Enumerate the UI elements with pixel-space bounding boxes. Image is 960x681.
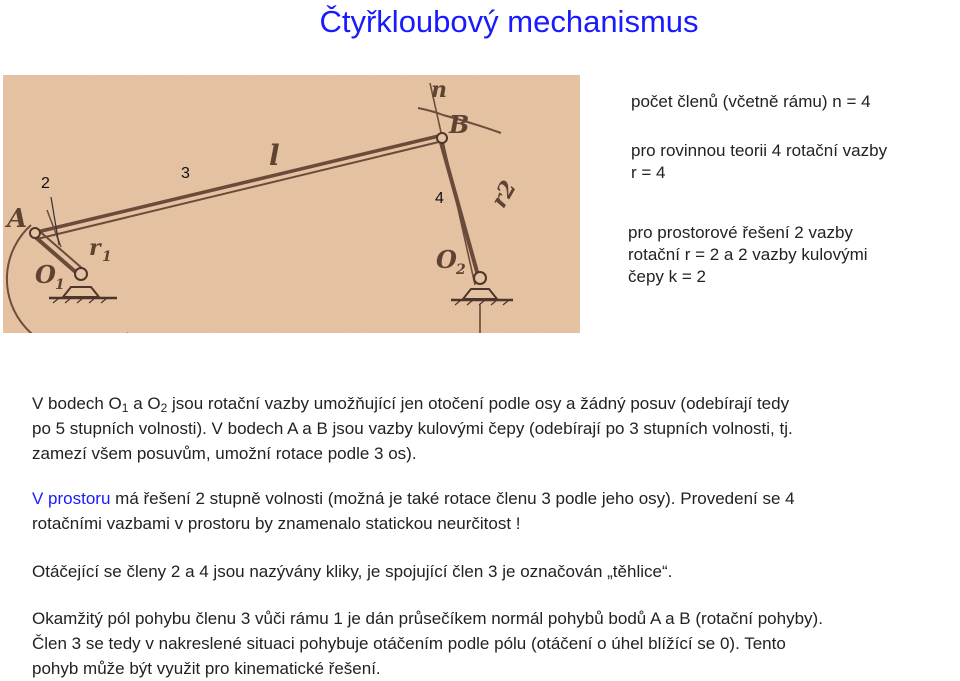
- label-A: A: [7, 204, 28, 234]
- paragraph-4-line-1: Okamžitý pól pohybu členu 3 vůči rámu 1 je dán průsečíkem normál pohybů bodů A a B (rotační pohyby).: [32, 609, 823, 628]
- highlight-space: V prostoru: [32, 489, 111, 508]
- label-O1-sub: 1: [55, 277, 65, 293]
- label-r1: r: [89, 235, 101, 261]
- paragraph-4-line-3: pohyb může být využit pro kinematické řešení.: [32, 659, 381, 678]
- member-pointer: [3, 75, 580, 333]
- label-r1-sub: 1: [102, 249, 112, 265]
- label-B: B: [449, 110, 470, 139]
- page-title: Čtyřkloubový mechanismus: [319, 4, 699, 39]
- paragraph-1-line-2: po 5 stupních volnosti). V bodech A a B jsou vazby kulovými čepy (odebírají po 3 stupních volnosti, tj.: [32, 419, 793, 438]
- paragraph-3-line-1: Otáčející se členy 2 a 4 jsou nazývány kliky, je spojující člen 3 je označován „těhlice“.: [32, 562, 673, 581]
- paragraph-1-line-1: V bodech $O_1$ a $O_2$ jsou rotační vazby umožňující jen otočení podle osy a žádný posuv (odebírají tedy: [32, 394, 790, 415]
- paragraph-1-line-3: zamezí všem posuvům, umožní rotace podle 3 os).: [32, 444, 417, 463]
- label-O2-sub: 2: [456, 262, 466, 278]
- spatial-joints-line2: rotační r = 2 a 2 vazby kulovými: [628, 245, 868, 264]
- members-count: počet členů (včetně rámu) n = 4: [631, 92, 871, 111]
- label-O1: O: [35, 260, 56, 289]
- spatial-joints-line1: pro prostorové řešení 2 vazby: [628, 223, 853, 242]
- paragraph-2-line-2: rotačními vazbami v prostoru by znamenalo statickou neurčitost !: [32, 514, 521, 533]
- paragraph-4-line-2: Člen 3 se tedy v nakreslené situaci pohybuje otáčením podle pólu (otáčení o úhel blížící se 0). Tento: [32, 634, 786, 653]
- planar-joints-line2: r = 4: [631, 163, 666, 182]
- label-r2: r2: [486, 176, 522, 213]
- mechanism-figure: [3, 75, 580, 333]
- paragraph-2-line-1: V prostoru má řešení 2 stupně volnosti (možná je také rotace členu 3 podle jeho osy). Provedení se 4: [32, 489, 795, 508]
- spatial-joints-line3: čepy k = 2: [628, 267, 706, 286]
- planar-joints-line1: pro rovinnou teorii 4 rotační vazby: [631, 141, 888, 160]
- member-label-3: 3: [181, 165, 190, 182]
- member-label-2: 2: [41, 175, 50, 192]
- label-O2: O: [436, 245, 457, 274]
- label-l: l: [269, 139, 280, 172]
- member-label-4: 4: [435, 190, 444, 207]
- label-n: n: [431, 77, 447, 103]
